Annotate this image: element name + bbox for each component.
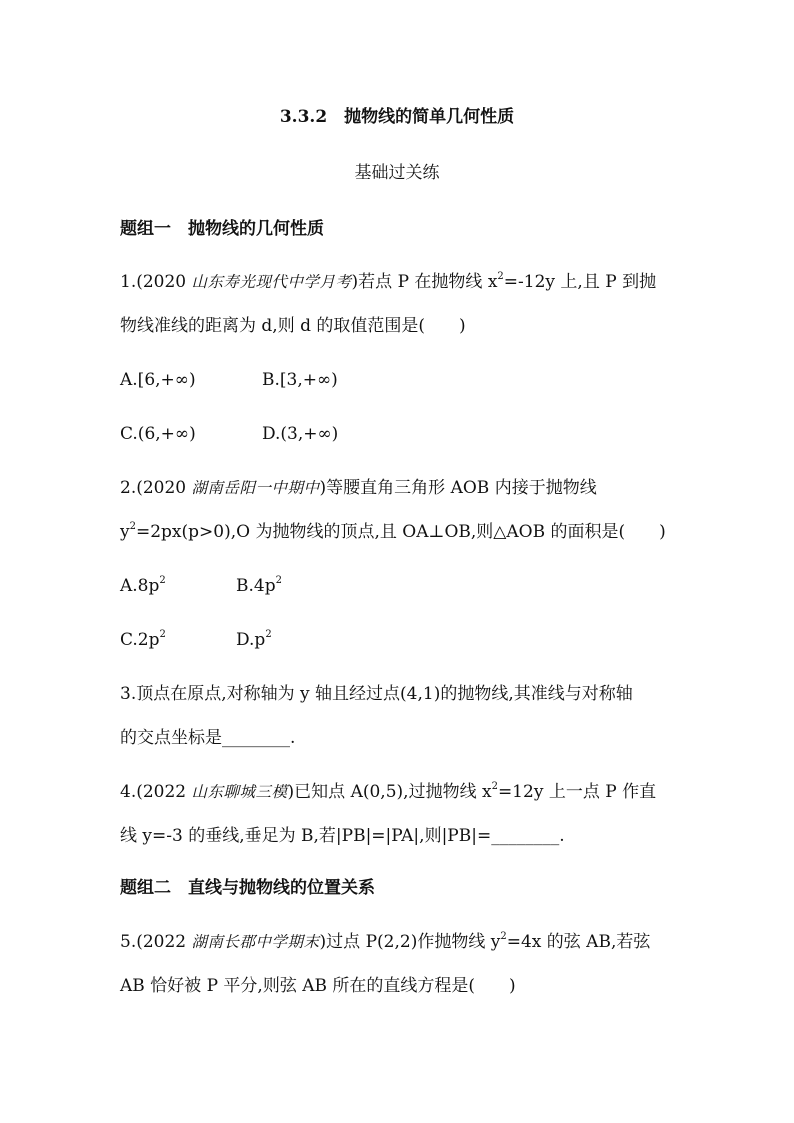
- question-2-number: 2.(2020: [120, 478, 192, 498]
- question-2-option-b: $B.4p^2$: [236, 575, 282, 596]
- question-1-option-b: B.[3,+∞): [262, 370, 338, 390]
- question-1-number: 1.(2020: [120, 272, 192, 292]
- question-4-line-2: 线 y=-3 的垂线,垂足为 B,若|PB|=|PA|,则|PB|=________.: [120, 826, 565, 846]
- question-5-source: 湖南长郡中学期末: [191, 933, 320, 951]
- question-4-source: 山东聊城三模: [191, 783, 288, 801]
- question-2-option-d: $D.p^2$: [236, 629, 272, 650]
- page-title: 3.3.2 抛物线的简单几何性质: [279, 107, 515, 127]
- group-2-title: 题组二 直线与抛物线的位置关系: [120, 878, 375, 898]
- question-2-line-2: $y^2=2px(p>0),O$ 为抛物线的顶点,且 OA⊥OB,则△AOB 的面积是( ): [120, 521, 666, 542]
- question-2-source: 湖南岳阳一中期中: [191, 479, 320, 497]
- question-5-line-2: AB 恰好被 P 平分,则弦 AB 所在的直线方程是( ): [120, 976, 516, 996]
- question-2-line-1: 2.(2020 湖南岳阳一中期中)等腰直角三角形 AOB 内接于抛物线: [120, 478, 597, 498]
- question-5-number: 5.(2022: [120, 932, 192, 952]
- question-1-option-d: D.(3,+∞): [262, 424, 339, 444]
- section-subtitle: 基础过关练: [354, 163, 440, 183]
- question-2-option-a: $A.8p^2$: [120, 575, 166, 596]
- question-1-source: 山东寿光现代中学月考: [191, 273, 352, 291]
- question-1-option-c: C.(6,+∞): [120, 424, 196, 444]
- question-4-number: 4.(2022: [120, 782, 192, 802]
- question-1-line-1: 1.(2020 山东寿光现代中学月考)若点 P 在抛物线 $x^2=-12y$ 上,且 P 到抛: [120, 271, 657, 292]
- question-1-line-2: 物线准线的距离为 d,则 d 的取值范围是( ): [120, 316, 466, 336]
- question-5-line-1: 5.(2022 湖南长郡中学期末)过点 P(2,2)作抛物线 $y^2=4x$ 的弦 AB,若弦: [120, 931, 651, 952]
- question-2-option-c: $C.2p^2$: [120, 629, 166, 650]
- question-1-option-a: A.[6,+∞): [120, 370, 196, 390]
- question-4-line-1: 4.(2022 山东聊城三模)已知点 A(0,5),过抛物线 $x^2=12y$ 上一点 P 作直: [120, 781, 657, 802]
- question-3-line-1: 3.顶点在原点,对称轴为 y 轴且经过点(4,1)的抛物线,其准线与对称轴: [120, 684, 633, 704]
- group-1-title: 题组一 抛物线的几何性质: [120, 219, 324, 239]
- question-3-line-2: 的交点坐标是________.: [120, 728, 296, 748]
